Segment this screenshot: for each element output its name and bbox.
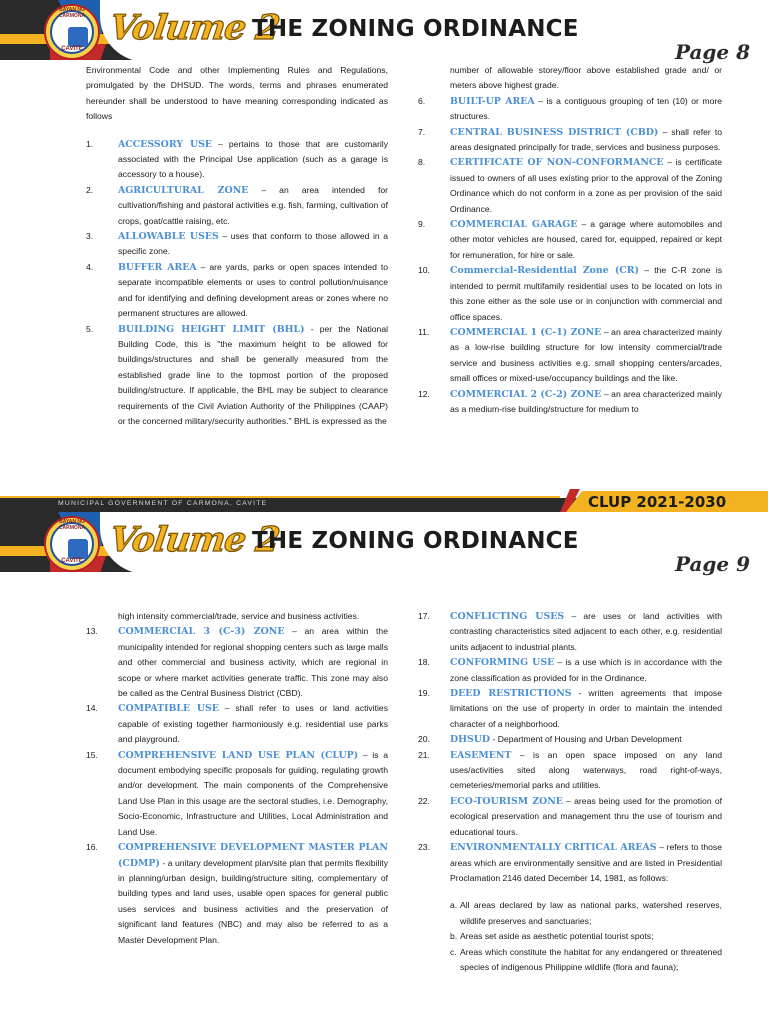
definition-item <box>418 94 722 125</box>
definition-term: AGRICULTURAL ZONE <box>118 184 249 196</box>
item-number: 17. <box>418 611 430 621</box>
definition-text: – areas being used for the promotion of ecological preservation and management thru the use of tourism and educational tours. <box>450 795 722 837</box>
sub-item <box>418 945 722 976</box>
item-number: 11. <box>418 326 430 337</box>
definition-term: Commercial-Residential Zone (CR) <box>450 265 639 277</box>
sub-item-letter: a. <box>450 900 458 911</box>
definition-term: COMMERCIAL 2 (C-2) ZONE <box>450 388 602 400</box>
item-number: 7. <box>418 126 426 137</box>
definition-list <box>86 137 388 430</box>
page-header <box>0 0 768 64</box>
seal-top-text: BAYAN NG CARMONA <box>58 7 86 19</box>
item-number: 10. <box>418 265 430 276</box>
document-title: THE ZONING ORDINANCE <box>252 16 579 42</box>
definition-item <box>418 387 722 418</box>
sub-item-text: All areas declared by law as national parks, watershed reserves, wildlife preserves and sanctuaries; <box>460 900 722 926</box>
continuation-paragraph: number of allowable storey/floor above established grade and/ or meters above highest grade. <box>450 65 722 91</box>
page-9 <box>0 512 768 1024</box>
definition-text: – are uses or land activities with contrasting characteristics sited adjacent to each other, e.g. residential units adjacent to industrial plants. <box>450 611 722 652</box>
definition-term: ALLOWABLE USES <box>118 231 219 243</box>
item-number: 1. <box>86 138 94 149</box>
definition-text: – is a use which is in accordance with the zone classification as provided for in the Ordinance. <box>450 657 722 683</box>
item-number: 23. <box>418 842 430 853</box>
definition-text: - Department of Housing and Urban Development <box>490 734 682 745</box>
definition-text: – shall refer to uses or land activities capable of existing together harmoniously e.g. residential use parks and playground. <box>118 703 388 745</box>
sub-item-text: Areas which constitute the habitat for any endangered or threatened species of indigenous Philippine wildlife (flora and fauna); <box>460 946 722 972</box>
definition-term: BUFFER AREA <box>118 261 197 273</box>
definition-term: COMPREHENSIVE DEVELOPMENT MASTER PLAN (CDMP) <box>118 842 388 869</box>
definition-text: – is a contiguous grouping of ten (10) or more structures. <box>450 95 722 122</box>
definition-text: – is certificate issued to owners of all uses existing prior to the approval of the Zoning Ordinance which do not conform in a zone as per provision of the said Ordinance. <box>450 157 722 214</box>
definition-item <box>86 137 388 183</box>
sub-list <box>418 898 722 975</box>
definition-item <box>418 686 722 732</box>
definition-item <box>418 748 722 794</box>
definition-item <box>86 701 388 747</box>
seal-bottom-text: CAVITE <box>61 558 83 564</box>
left-column <box>86 609 388 948</box>
continuation-paragraph: high intensity commercial/trade, service and business activities. <box>118 611 360 621</box>
item-number: 12. <box>418 388 430 399</box>
definition-text: - per the National Building Code, this is "the maximum height to be allowed for buildings/structures and shall be generally measured from the established grade line to the topmost portion of the proposed building/structure. If applicable, the BHL may be subject to clearance requirements of the Civil Aviation Authority of the Philippines (CAAP) or the concerned military/security authorities." BHL is expressed as the <box>118 323 389 426</box>
definition-term: CENTRAL BUSINESS DISTRICT (CBD) <box>450 126 659 138</box>
definition-item <box>86 183 388 229</box>
definition-term: COMMERCIAL GARAGE <box>450 219 578 231</box>
definition-text: – an area characterized mainly as a medium-rise building/structure for medium to <box>450 388 722 414</box>
sub-item-letter: b. <box>450 931 458 942</box>
definition-item <box>86 840 388 948</box>
definition-text: – is an open space imposed on any land uses/activities sited along waterways, road right-of-ways, cemeteries/memorial parks and utilities. <box>450 749 722 791</box>
definition-text: – a garage where automobiles and other motor vehicles are housed, cared for, equipped, repaired or kept for remuneration, for hire or sale. <box>450 219 722 260</box>
definition-item <box>418 217 722 263</box>
footer-clup-label: CLUP 2021-2030 <box>588 493 727 511</box>
definition-text: - written agreements that impose limitations on the use of property in order to maintain the intended character of a neighborhood. <box>450 688 723 729</box>
definition-text: – the C-R zone is intended to permit multifamily residential uses to be located on lots in this zone either as the sole use or in conjunction with commercial and office spaces. <box>450 265 722 322</box>
definition-item <box>418 609 722 655</box>
municipal-seal-logo <box>44 4 100 60</box>
item-number: 2. <box>86 184 94 195</box>
item-number: 6. <box>418 95 426 106</box>
definition-item <box>418 125 722 156</box>
definition-term: COMPATIBLE USE <box>118 703 219 715</box>
item-number: 16. <box>86 842 98 853</box>
definition-term: CONFORMING USE <box>450 657 555 669</box>
item-number: 3. <box>86 231 94 242</box>
definition-item <box>86 260 388 322</box>
document-title: THE ZONING ORDINANCE <box>252 528 579 554</box>
page-header <box>0 512 768 576</box>
item-number: 20. <box>418 734 430 745</box>
definition-list <box>86 624 388 948</box>
definition-item <box>418 732 722 747</box>
definition-term: ACCESSORY USE <box>118 138 213 150</box>
right-column <box>418 63 722 417</box>
sub-item <box>418 929 722 944</box>
definition-term: COMPREHENSIVE LAND USE PLAN (CLUP) <box>118 749 359 761</box>
footer-government-name: MUNICIPAL GOVERNMENT OF CARMONA, CAVITE <box>58 500 268 507</box>
definition-item <box>86 624 388 701</box>
definition-text: - a unitary development plan/site plan that permits flexibility in planning/urban design, building/structure siting, complementary of building types and land uses, usable open spaces for general public uses services and business activities and the preservation of significant land features (NBC) and may also be referred to as a Master Development Plan. <box>118 857 388 945</box>
definition-text: – uses that conform to those allowed in a specific zone. <box>118 231 388 257</box>
item-number: 15. <box>86 749 98 760</box>
definition-text: – refers to those areas which are environmentally sensitive and are listed in Presidential Proclamation 2146 dated December 14, 1981, as follows: <box>450 842 722 883</box>
item-number: 4. <box>86 261 94 272</box>
definition-term: COMMERCIAL 1 (C-1) ZONE <box>450 326 602 338</box>
definition-text: – pertains to those that are customarily associated with the Principal Use application (such as a garage is accessory to a house). <box>118 138 388 180</box>
sub-item-text: Areas set aside as aesthetic potential tourist spots; <box>460 931 654 942</box>
definition-item <box>86 322 388 430</box>
page-footer <box>0 493 768 512</box>
definition-item <box>86 748 388 840</box>
definition-term: CONFLICTING USES <box>450 611 565 622</box>
municipal-seal-logo <box>44 516 100 572</box>
definition-text: – is a document embodying specific proposals for guiding, regulating growth and/or development. The main components of the Comprehensive Land Use Plan in this usage are the sectoral studies, i.e. Demography, Socio-Economic, Infrastructure and Utilities, Local Administration and Land Use. <box>118 749 388 837</box>
definition-item <box>418 794 722 840</box>
item-number: 14. <box>86 703 98 714</box>
definition-term: CERTIFICATE OF NON-CONFORMANCE <box>450 157 664 169</box>
item-number: 8. <box>418 157 426 168</box>
definition-term: ECO-TOURISM ZONE <box>450 795 563 807</box>
left-column <box>86 63 388 429</box>
definition-list <box>418 609 722 886</box>
definition-item <box>418 325 722 387</box>
sub-item <box>418 898 722 929</box>
definition-item <box>418 840 722 886</box>
definition-text: – an area within the municipality intended for regional shopping centers such as large malls and other commercial and business activity, which are regional in scope or where market activities generate traffic. This zone may also be called as the Central Business District (CBD). <box>118 626 388 699</box>
definition-term: BUILDING HEIGHT LIMIT (BHL) <box>118 323 305 335</box>
definition-item <box>418 263 722 325</box>
definition-text: – an area characterized mainly as a low-rise building structure for low intensity commercial/trade service and business activities e.g. small shopping centers/arcades, small offices or mixed-use/occupancy buildings and the like. <box>450 326 722 384</box>
definition-term: BUILT-UP AREA <box>450 95 535 107</box>
intro-paragraph: Environmental Code and other Implementing Rules and Regulations, promulgated by the DHSUD. The words, terms and phrases enumerated hereunder shall be understood to have meaning corresponding indicated as follows <box>86 65 388 122</box>
definition-term: ENVIRONMENTALLY CRITICAL AREAS <box>450 842 657 854</box>
item-number: 19. <box>418 688 430 699</box>
definition-list <box>418 94 722 418</box>
seal-bottom-text: CAVITE <box>61 46 83 52</box>
definition-term: EASEMENT <box>450 749 512 761</box>
item-number: 13. <box>86 626 98 637</box>
definition-term: DEED RESTRICTIONS <box>450 688 572 700</box>
definition-text: – an area intended for cultivation/fishing and pastoral activities e.g. fish, farming, cultivation of crops, goat/cattle raising, etc. <box>118 184 389 226</box>
volume-label: Volume 2 <box>107 520 282 560</box>
seal-top-text: BAYAN NG CARMONA <box>58 519 86 531</box>
volume-label: Volume 2 <box>107 8 282 48</box>
item-number: 5. <box>86 323 94 334</box>
definition-text: – shall refer to areas designated principally for trade, services and business purposes. <box>450 126 723 153</box>
definition-text: – are yards, parks or open spaces intended to separate incompatible elements or uses to control pollution/nuisance and for identifying and defining development areas or zones where no permanent structures are allowed. <box>118 261 388 319</box>
sub-item-letter: c. <box>450 946 457 957</box>
item-number: 18. <box>418 657 430 668</box>
definition-item <box>418 155 722 217</box>
page-number: Page 8 <box>674 40 750 64</box>
item-number: 9. <box>418 219 426 230</box>
definition-item <box>418 655 722 686</box>
right-column <box>418 609 722 975</box>
definition-term: COMMERCIAL 3 (C-3) ZONE <box>118 626 285 638</box>
page-number: Page 9 <box>674 552 750 576</box>
item-number: 22. <box>418 795 430 806</box>
definition-term: DHSUD <box>450 734 491 746</box>
item-number: 21. <box>418 749 430 760</box>
definition-item <box>86 229 388 260</box>
